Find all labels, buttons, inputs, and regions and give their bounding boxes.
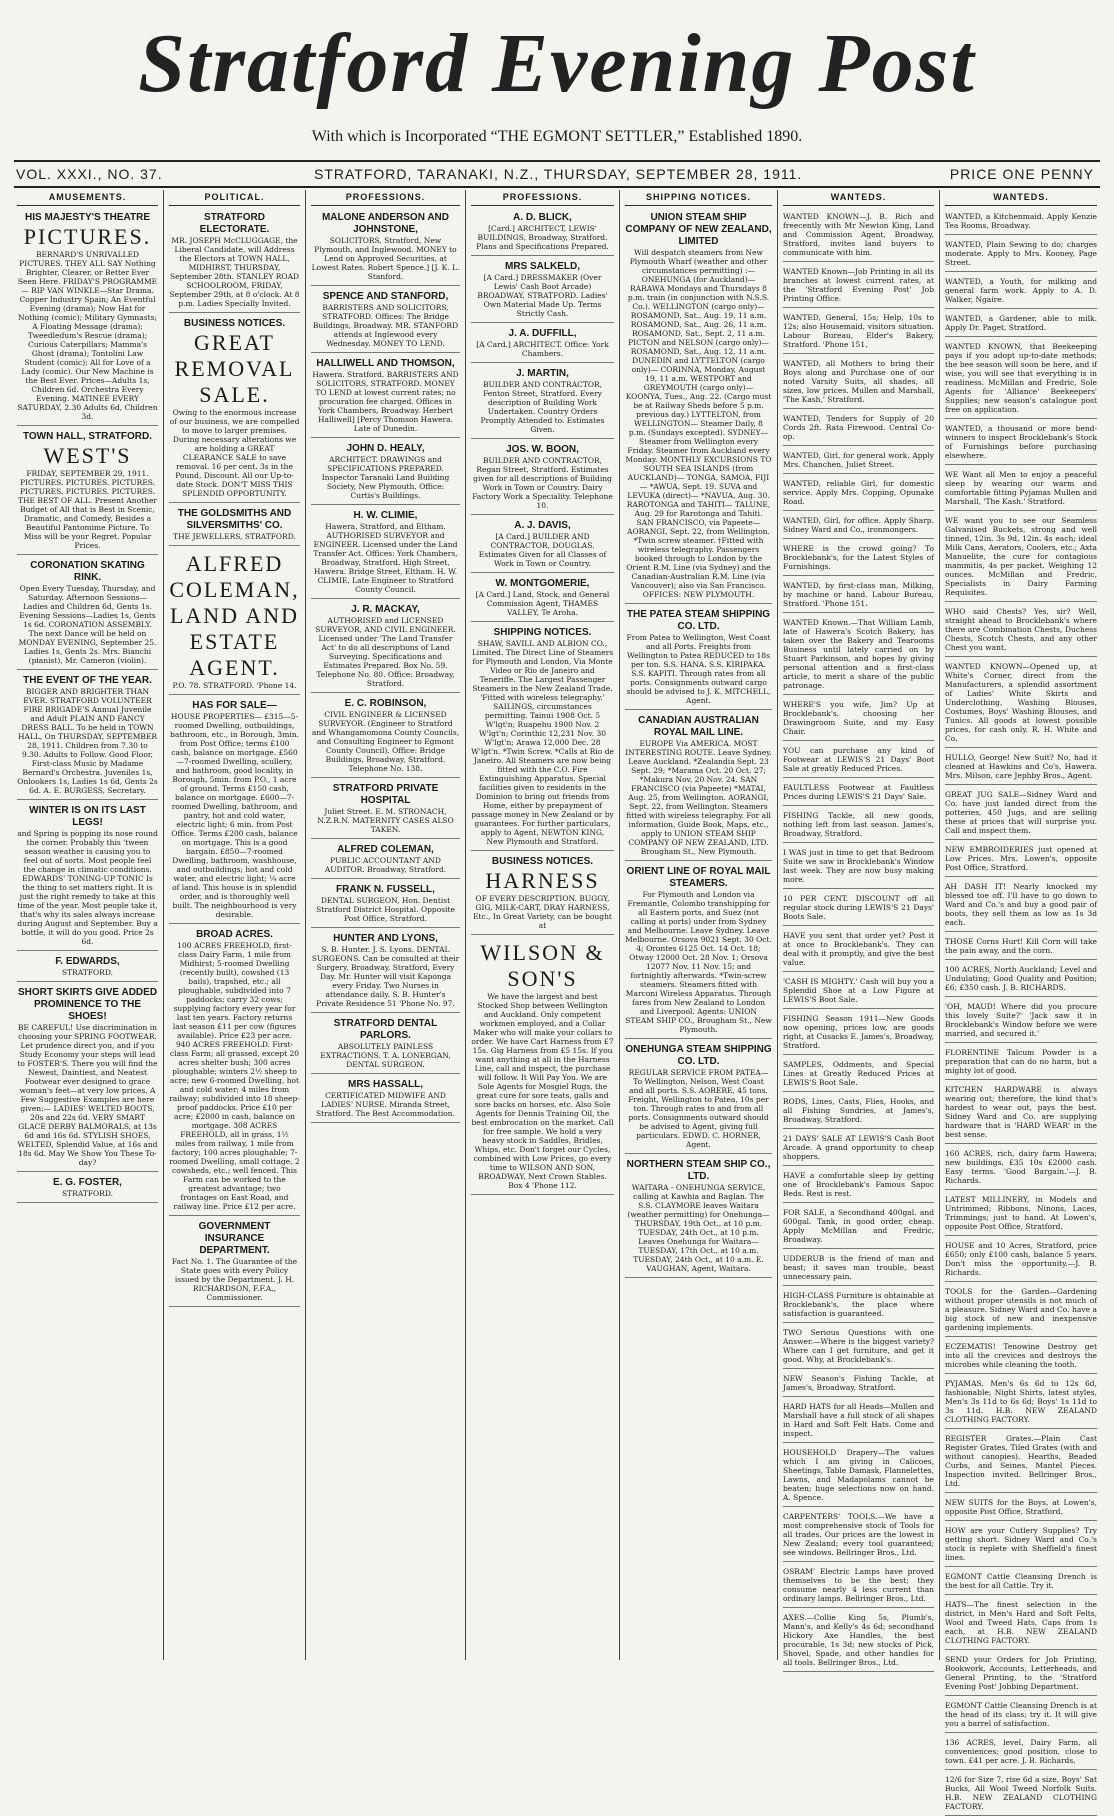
ad-body: WANTED, General, 15s; Help, 10s to 12s; also Housemaid, visitors situation. Labour Bureau, Elder's Bakery, Stratford. 'Phone 151. <box>783 313 934 349</box>
advertisement <box>783 1205 934 1249</box>
ad-body: WE want you to see our Seamless Galvanised Buckets, strong and well tinned, 12in. 3s 9d, 12in. 4s each; ideal Milk Cans, Aerators, Coolers, etc.; Axta Manuelite, the cure for contagious mammitis, 4s per packet. Weighing 12 ounces. McMillan and Fredric, Specialists in Dairy Farming Requisites. <box>945 516 1097 597</box>
ad-body: FLORENTINE Talcum Powder is a preparation that can do no harm, but a mighty lot of good. <box>945 1048 1097 1075</box>
ad-body: 'CASH IS MIGHTY.' Cash will buy you a Splendid Shoe at a Low Figure at LEWIS'S Boot Sale. <box>783 977 934 1004</box>
ad-body: 100 ACRES FREEHOLD, first-class Dairy Farm, 1 mile from Midhirst; 5-roomed Dwelling (recently built), cowshed (13 bails), trapshed, etc.; all ploughable, subdivided into 7 paddocks; carry 32 cows; supplying factory every year for last ten years. Factory returns last season £11 per cow (figures available). Price £23 per acre. 940 ACRES FREEHOLD. First-class Farm; all grassed, except 20 acres shelter bush; 300 acres ploughable; winters 2½ sheep to acre; new 6-roomed Dwelling, hot and cold water; 4 miles from railway; subdivided into 18 sheep-proof paddocks. Price £10 per acre; £2000 in cash, balance on mortgage. 308 ACRES FREEHOLD, all in grass, 1½ miles from railway, 1 mile from factory; 100 acres ploughable; 7-roomed Dwelling, small cottage, 2 cowsheds, etc.; well fenced. This Farm can be worked to the greatest advantage; two frontages on East Road, and railway line. Price £12 per acre. <box>169 941 300 1211</box>
advertisement <box>945 274 1097 309</box>
ad-heading: BUSINESS NOTICES. <box>491 856 594 867</box>
column-heading: PROFESSIONS. <box>311 190 460 206</box>
ad-body: Open Every Tuesday, Thursday, and Saturday. Afternoon Sessions—Ladies and Children 6d, Gents 1s. Evening Sessions—Ladies 1s, Gents 1s 6d. CORONATION ASSEMBLY. The next Dance will be held on MONDAY EVENING, September 25. Ladies 1s, Gents 2s. Mrs. Bianchi (pianist), Mr. Cameron (violin). <box>18 584 157 665</box>
masthead-title: Stratford Evening Post <box>138 17 976 110</box>
ad-display-text: WILSON & SON'S <box>480 940 605 991</box>
ad-body: [Card.] ARCHITECT, LEWIS' BUILDINGS, Broadway, Stratford. Plans and Specifications Prepared. <box>476 224 609 251</box>
advertisement <box>783 1011 934 1055</box>
advertisement <box>783 891 934 926</box>
advertisement <box>783 808 934 843</box>
ad-heading: STRATFORD ELECTORATE. <box>199 212 270 235</box>
column-shipping <box>620 190 778 1660</box>
advertisement <box>945 1597 1097 1650</box>
advertisement <box>783 1057 934 1092</box>
ad-body: NEW SUITS for the Boys, at Lowen's, opposite Post Office, Stratford. <box>945 1498 1097 1516</box>
ad-heading: MALONE ANDERSON AND JOHNSTONE, <box>321 212 450 235</box>
advertisement <box>945 1082 1097 1144</box>
advertisement <box>783 513 934 539</box>
advertisement <box>471 209 614 256</box>
advertisement <box>17 557 158 670</box>
ad-body: HAVE a comfortable sleep by getting one of Brocklebank's Famous Sapoc Beds. Rest is rest. <box>783 1171 934 1198</box>
advertisement <box>783 541 934 576</box>
ad-body: 160 ACRES, rich, dairy farm Hawera; new buildings, £35 10s £2000 cash. Easy terms. 'Good Bargain.'—J. B. Richards. <box>945 1149 1097 1185</box>
ad-body: WHERE is the crowd going? To Brocklebank's, for the Latest Styles of Furnishings. <box>783 544 934 571</box>
advertisement <box>783 1325 934 1369</box>
advertisement <box>625 863 772 1039</box>
advertisement <box>945 1523 1097 1567</box>
advertisement <box>945 1431 1097 1493</box>
ad-display-text: WEST'S <box>43 443 132 468</box>
ad-body: HOUSEHOLD Drapery—The values which I am giving in Calicoes, Sheetings, Table Damask, Flannelettes, Lawns, and Madapolams cannot be beaten; huge selections now on hand. A. Spence. <box>783 1448 934 1502</box>
column-wanteds-2 <box>940 190 1102 1811</box>
ad-body: WANTED, Girl, for general work. Apply Mrs. Chanchen, Juliet Street. <box>783 451 934 469</box>
ad-body: WANTED, by first-class man, Milking, by machine or hand. Labour Bureau, Stratford. 'Phone 151. <box>783 581 934 608</box>
advertisement <box>945 1192 1097 1236</box>
top-rule <box>14 160 1100 162</box>
ad-body: WANTED Known.—That William Lamb, late of Hawera's Scotch Bakery, has taken over the Bakery and Tearooms Business until lately carried on by Stuart Parkinson, and hopes by giving personal attention and a first-class article, to merit a share of the public patronage. <box>783 618 934 690</box>
ad-heading: SHORT SKIRTS GIVE ADDED PROMINENCE TO THE SHOES! <box>17 987 158 1022</box>
column-heading: WANTEDS. <box>945 190 1097 206</box>
ad-body: HOUSE PROPERTIES— £315—5-roomed Dwelling, outbuildings, bathroom, etc., in Borough, 3min. from Post Office; terms £100 cash, balance on mortgage. £560—7-roomed Dwelling, scullery, and bathroom, good locality, in Borough, 5min. from P.O., 1 acre of ground. Terms £150 cash, balance on mortgage. £600—7-roomed Dwelling, bathroom, and pantry, hot and cold water, electric light; 6 min. from Post Office. Terms £200 cash, balance on mortgage. This is a good bargain. £850—7-roomed Dwelling, bathroom, washhouse, and outbuildings; hot and cold water, and electric light; ¼ acre of land. This house is in splendid order, and is thoroughly well built. The neighbourhood is very desirable. <box>170 712 299 919</box>
advertisement <box>945 1772 1097 1816</box>
advertisement <box>945 999 1097 1043</box>
ad-body: EGMONT Cattle Cleansing Drench is the best for all Cattle. Try it. <box>945 1572 1097 1590</box>
ad-heading: BROAD ACRES. <box>196 929 273 940</box>
ad-body: WANTED, a Gardener, able to milk. Apply Dr. Paget, Stratford. <box>945 314 1097 332</box>
advertisement <box>783 476 934 511</box>
ad-body: TWO Serious Questions with one Answer.—Where is the biggest variety? Where can I get furniture, and get it good. Why, at Brocklebank's. <box>783 1328 934 1364</box>
ad-body: EUROPE Via AMERICA. MOST INTERESTING ROUTE. Leave Sydney. Leave Auckland. *Zealandia Sept. 23 Sept. 29; *Marama Oct. 20 Oct. 27; *Makura Nov. 20 Nov. 24. SAN FRANCISCO (via Papeete) *MATAI, Aug. 25, from Wellington. AORANGI, Sept. 22, from Wellington. Steamers fitted with wireless telegraphy. For all information, Guide Book, Maps, etc., apply to UNION STEAM SHIP COMPANY OF NEW ZEALAND, LTD. Brougham St., New Plymouth. <box>625 739 772 856</box>
ad-body: and Spring is popping its nose round the corner. Probably this 'tween season weather is causing you to feel out of sorts. Most people feel the change in climatic conditions. EDWARDS' TONING-UP TONIC Is the thing to set matters right. It is just the right remedy to take at this time of the year. Most people take it, that's why its sales always increase during August and September. Buy a bottle, it will do you good. Price 2s 6d. <box>17 829 158 946</box>
ad-body: BERNARD'S UNRIVALLED PICTURES. THEY ALL SAY Nothing Brighter, Clearer, or Better Ever Seen Here. FRIDAY'S PROGRAMME— RIP VAN WINKLE—Star Drama. Copper Industry Spain; An Eventful Evening (drama); Now Hat for Nothing (comic); Military Gymnasts; A Floating Message (drama); Tweedledum's Rescue (drama); Curious Caterpillars; Mamma's Ghost (drama); Tontolini Law Student (comic); All for Love of a Lady (comic). Our New Machine is the Best Ever. Prices—Adults 1s, Children 6d. Orchestra Every Evening. MATINEE EVERY SATURDAY, 2.30 Adults 6d, Children 3d. <box>17 250 158 421</box>
advertisement <box>311 930 460 1013</box>
column-heading: WANTEDS. <box>783 190 934 206</box>
advertisement <box>311 695 460 778</box>
ad-body: DENTAL SURGEON, Hon. Dentist Stratford District Hospital. Opposite Post Office, Stratford. <box>316 896 455 923</box>
ad-body: WANTED KNOWN—Opened up, at White's Corner, direct from the Manufacturers, a splendid assortment of Ladies' White Skirts and Underclothing, Washing Blouses, Costumes, Boys' Washing Blouses, and Tunics. All goods at lowest possible prices, for cash only. R. H. White and Co. <box>945 662 1097 743</box>
ad-body: ARCHITECT. DRAWINGS and SPECIFICATIONS PREPARED. Inspector Taranaki Land Building Society, New Plymouth. Office: Curtis's Buildings. <box>321 455 450 500</box>
ad-heading: F. EDWARDS, <box>55 956 120 967</box>
ad-body: Hawera, Stratford, and Eltham. AUTHORISED SURVEYOR and ENGINEER. Licensed under the Land Transfer Act. Offices: York Chambers, Broadway, Stratford. High Street, Hawera. Bridge Street, Eltham. H. W. CLIMIE, Late Engineer to Stratford County Council. <box>313 522 458 594</box>
price: PRICE ONE PENNY <box>949 166 1094 182</box>
advertisement <box>311 841 460 879</box>
advertisement <box>625 606 772 710</box>
ad-body: BUILDER AND CONTRACTOR, Regan Street, Stratford. Estimates given for all descriptions of Building Work in Town or Country. Dairy Factory Work a Speciality. Telephone 10. <box>472 456 613 510</box>
columns <box>12 190 1102 1811</box>
ad-heading: BUSINESS NOTICES. <box>183 318 286 329</box>
advertisement <box>783 209 934 262</box>
ad-body: For Plymouth and London via Fremantle, Colombo transhipping for all Eastern ports, and Suez (not calling at ports) under from Sydney and Melbourne. Leave Sydney. Leave Melbourne. Orsova 9021 Sept. 30 Oct. 4; Orontes 6125 Oct. 14 Oct. 18; Otway 12000 Oct. 28 Nov. 1; Orsova 12077 Nov. 11 Nov. 15; and fortnightly afterwards. *Twin-screw steamers. Steamers fitted with Marconi Wireless Apparatus. Through fares from New Zealand to London and Liverpool. Agents: UNION STEAM SHIP CO., Brougham St., New Plymouth. <box>625 890 772 1034</box>
advertisement <box>783 356 934 409</box>
advertisement <box>783 1168 934 1203</box>
ad-heading: SHIPPING NOTICES. <box>493 627 592 638</box>
ad-body: [A Card.] DRESSMAKER (Over Lewis' Cash Boot Arcade) BROADWAY, STRATFORD. Ladies' Own Material Made Up. Terms Strictly Cash. <box>477 273 608 318</box>
advertisement <box>945 1376 1097 1429</box>
advertisement <box>945 1045 1097 1080</box>
ad-heading: THE PATEA STEAM SHIPPING CO. LTD. <box>626 609 771 632</box>
column-heading: PROFESSIONS. <box>471 190 614 206</box>
ad-heading: A. J. DAVIS, <box>514 520 571 531</box>
ad-body: WHO said Chests? Yes, sir? Well, straight ahead to Brocklebank's where there are Combination Chests, Duchess Chests, Scotch Chests, and any other Chest you want. <box>945 607 1097 652</box>
advertisement <box>945 1339 1097 1374</box>
advertisement <box>169 926 300 1216</box>
dateline <box>16 166 1098 184</box>
advertisement <box>471 258 614 323</box>
advertisement <box>311 1076 460 1123</box>
ad-body: [A Card.] Land, Stock, and General Commission Agent, THAMES VALLEY, Te Aroha. <box>475 590 610 617</box>
ad-body: ABSOLUTELY PAINLESS EXTRACTIONS. T. A. LONERGAN, DENTAL SURGEON. <box>320 1042 451 1069</box>
advertisement <box>945 467 1097 511</box>
advertisement <box>17 1174 158 1203</box>
advertisement <box>945 513 1097 602</box>
advertisement <box>783 310 934 354</box>
ad-heading: A. D. BLICK, <box>513 212 572 223</box>
ad-heading: JOS. W. BOON, <box>506 444 579 455</box>
advertisement <box>945 934 1097 960</box>
ad-body: I WAS just in time to get that Bedroom Suite we saw in Brocklebank's Window last week. They are now busy making more. <box>783 848 934 884</box>
column-heading: POLITICAL. <box>169 190 300 206</box>
advertisement <box>471 365 614 439</box>
ad-body: WANTED Known—Job Printing in all its branches at lowest current rates, at the 'Stratford Evening Post' Job Printing Office. <box>783 267 934 303</box>
ad-heading: J. R. MACKAY, <box>351 604 420 615</box>
advertisement <box>945 209 1097 235</box>
ad-body: Hawera. Stratford. BARRISTERS AND SOLICITORS, STRATFORD. MONEY TO LEND at lowest current rates; no procuration fee charged. Offices in York Chambers, Broadway. Herbert Halliwell] [Percy Thomson Hawera. Late of Dunedin. <box>312 370 459 433</box>
ad-body: SAMPLES, Oddments, and Special Lines at Greatly Reduced Prices at LEWIS'S Boot Sale. <box>783 1060 934 1087</box>
ad-heading: J. MARTIN, <box>516 368 569 379</box>
ad-heading: ORIENT LINE OF ROYAL MAIL STEAMERS. <box>626 866 771 889</box>
ad-body: FISHING Tackle, all new goods, nothing left from last season. James's, Broadway, Stratford. <box>783 811 934 838</box>
ad-body: Owing to the enormous increase of our business, we are compelled to move to larger premises. During necessary alterations we are holding a GREAT CLEARANCE SALE to save removal. 16 per cent. 3s in the Pound, Discount. All our Up-to-date Stock. DON'T MISS THIS SPLENDID OPPORTUNITY. <box>169 408 300 498</box>
advertisement <box>169 697 300 924</box>
advertisement <box>783 743 934 778</box>
ad-body: WANTED, a Youth, for milking and general farm work. Apply to A. D. Walker, Ngaire. <box>945 277 1097 304</box>
ad-body: KITCHEN HARDWARE is always wearing out; therefore, the kind that's hardest to wear out, pays the best. Sidney Ward and Co. are supplying hardware that is 'HARD WEAR' in the best sense. <box>945 1085 1097 1139</box>
advertisement <box>945 1698 1097 1733</box>
advertisement <box>945 1284 1097 1337</box>
ad-display-text: PICTURES. <box>23 224 152 249</box>
ad-body: REGULAR SERVICE FROM PATEA— To Wellington, Nelson, West Coast and all ports. S.S. AORERE, 45 tons. Freight, Wellington to Patea, 10s per ton. Through rates to and from all ports. Consignments outward should be advised to Agent, giving full particulars. EDWD. C. HORNER, Agent. <box>628 1068 769 1149</box>
advertisement <box>311 440 460 505</box>
advertisement <box>945 237 1097 272</box>
ad-body: SOLICITORS, Stratford, New Plymouth, and Inglewood. MONEY to Lend on Approved Securities, at Lowest Rates. Robert Spence.] [J. K. L. Stanford. <box>311 236 460 281</box>
ad-body: From Patea to Wellington, West Coast and all Ports. Freights from Wellington to Patea REDUCED to 18s per ton. S.S. HANA. S.S. KIRIPAKA. S.S. KAPITI. Through rates from all ports. Consignments outward cargo should be advised to J. K. MITCHELL, Agent. <box>626 633 771 705</box>
ad-heading: E. G. FOSTER, <box>53 1177 122 1188</box>
ad-body: BARRISTERS AND SOLICITORS, STRATFORD. Offices: The Bridge Buildings, Broadway. MR. STANFORD attends at Inglewood every Wednesday. MONEY TO LEND. <box>312 303 459 348</box>
advertisement <box>783 1251 934 1286</box>
ad-body: FOR SALE, a Secondhand 400gal. and 600gal. Tank, in good order, cheap. Apply McMillan and Fredric, Broadway. <box>783 1208 934 1244</box>
ad-heading: CORONATION SKATING RINK. <box>30 560 145 583</box>
advertisement <box>945 1569 1097 1595</box>
ad-body: BE CAREFUL! Use discrimination in choosing your SPRING FOOTWEAR. Let prudence direct you, and if you Study Economy your steps will lead to FOSTER'S. There you will find the Newest, Daintiest, and Neatest Footwear ever designed to grace woman's feet—at very low prices. A Few Suggestive Examples are here given:— LADIES' WELTED BOOTS, 20s and 22s 6d. VERY SMART GLACE DERBY BALMORALS, at 13s 6d and 16s 6d. STYLISH SHOES, WELTED, Splendid Value, at 16s and 18s 6d. May We Show You These To-day? <box>17 1023 158 1167</box>
ad-body: MR. JOSEPH McCLUGGAGE, the Liberal Candidate, will Address the Electors at TOWN HALL, MIDHIRST, THURSDAY, September 28th. STANLEY ROAD SCHOOLROOM, FRIDAY, September 29th, at 8 o'clock. At 8 p.m. Ladies Specially Invited. <box>169 236 300 308</box>
ad-display-text: HARNESS <box>485 868 600 893</box>
advertisement <box>783 974 934 1009</box>
advertisement <box>17 209 158 426</box>
ad-display-text: GREAT REMOVAL SALE. <box>174 330 295 407</box>
ad-heading: HUNTER AND LYONS, <box>333 933 438 944</box>
advertisement <box>783 1094 934 1129</box>
column-heading: AMUSEMENTS. <box>17 190 158 206</box>
ad-body: WHERE'S you wife, Jim? Up at Brocklebank's, choosing her Drawingroom Suite, and my Easy Chair. <box>783 700 934 736</box>
ad-body: LATEST MILLINERY, in Models and Untrimmed; Ribbons, Ninons, Laces, Trimmings; just to hand. At Lowen's, opposite Post Office, Stratford. <box>945 1195 1097 1231</box>
advertisement <box>783 1509 934 1562</box>
ad-heading: STRATFORD PRIVATE HOSPITAL <box>332 783 439 806</box>
ad-body: WAITARA - ONEHUNGA SERVICE, calling at Kawhia and Raglan. The S.S. CLAYMORE leaves Waitara (weather permitting) for Onehunga— THURSDAY, 19th Oct., at 10 p.m. TUESDAY, 24th Oct., at 10 p.m. Leaves Onehunga for Waitara— TUESDAY, 17th Oct., at 10 a.m. TUESDAY, 24th Oct., at 10 a.m. E. VAUGHAN, Agent, Waitara. <box>627 1183 770 1273</box>
ad-heading: WINTER IS ON ITS LAST LEGS! <box>29 805 146 828</box>
ad-body: HARD HATS for all Heads—Mullen and Marshall have a full stock of all shapes in Hard and Soft Felt Hats. Come and inspect. <box>783 1402 934 1438</box>
advertisement <box>945 1238 1097 1282</box>
advertisement <box>945 879 1097 932</box>
ad-heading: NORTHERN STEAM SHIP CO., LTD. <box>626 1159 771 1182</box>
column-political <box>164 190 306 1660</box>
ad-body: WE Want all Men to enjoy a peaceful sleep by wearing our warm and comfortable fitting Pyjamas Mullen and Marshall, 'The Kash.' Stratford. <box>945 470 1097 506</box>
column-professions-2 <box>466 190 620 1660</box>
ad-body: HOW are your Cutlery Supplies? Try getting short. Sidney Ward and Co.'s stock is replete with Sheffield's finest lines. <box>945 1526 1097 1562</box>
advertisement <box>311 288 460 353</box>
advertisement <box>945 1495 1097 1521</box>
ad-body: HULLO, George! New Suit? No, had it cleaned at Hawkins and Co's, Hawera. Mrs. Milson, care Jephby Bros., Agent. <box>945 753 1097 780</box>
advertisement <box>625 1041 772 1154</box>
ad-body: THOSE Corns Hurt! Kill Corn will take the pain away, and the corn. <box>945 937 1097 955</box>
ad-body: THE JEWELLERS, STRATFORD. <box>173 532 296 541</box>
ad-body: Juliet Street. E. M. STRONACH, N.Z.R.N. MATERNITY CASES ALSO TAKEN. <box>317 807 454 834</box>
ad-body: [A Card.] BUILDER AND CONTRACTOR, DOUGLAS. Estimates Given for all Classes of Work in Town or Country. <box>478 532 607 568</box>
ad-body: 100 ACRES, North Auckland; Level and Undulating; Good Quality and Position; £6; £350 cash. J. B. RICHARDS. <box>945 965 1097 992</box>
advertisement <box>783 780 934 806</box>
ad-body: RODS, Lines, Casts, Flies, Hooks, and all Fishing Sundries, at James's, Broadway, Stratford. <box>783 1097 934 1124</box>
ad-body: WANTED KNOWN—J. B. Rich and freecently with Mr Newton King, Land and Commission Agent, Broadway, Stratford, invites land buyers to communicate with him. <box>783 212 934 257</box>
ad-heading: STRATFORD DENTAL PARLORS. <box>333 1018 438 1041</box>
advertisement <box>471 624 614 851</box>
ad-body: WANTED, Plain Sewing to do; charges moderate. Apply to Mrs. Kooney, Page Street. <box>945 240 1097 267</box>
ad-body: TOOLS for the Garden—Gardening without proper utensils is not much of a pleasure. Sidney Ward and Co. have a big stock of new and inexpensive gardening implements. <box>945 1287 1097 1332</box>
advertisement <box>311 780 460 839</box>
masthead-tagline: With which is Incorporated “THE EGMONT SETTLER,” Established 1890. <box>311 128 803 145</box>
advertisement <box>625 1156 772 1278</box>
ad-body: Will despatch steamers from New Plymouth Wharf (weather and other circumstances permitting) :— ONEHUNGA (for Auckland)— RARAWA Mondays and Thursdays 8 p.m. train (in conjunction with N.S.S. Co.). WELLINGTON (cargo only)— ROSAMOND, Sat., Aug. 19, 11 a.m. ROSAMOND, Sat., Aug. 26, 11 a.m. ROSAMOND, Sat., Sept. 2, 11 a.m. PICTON and NELSON (cargo only)— ROSAMOND, Sat., Aug. 12, 11 a.m. DUNEDIN and LYTTELTON (cargo only)— CORINNA, Monday, August 19, 11 a.m. WESTPORT and GREYMOUTH (cargo only)— KOONYA, Tues., Aug. 22. (Cargo must be at Railway Sheds before 5 p.m. previous day.) LYTTELTON, from WELLINGTON— Steamer Daily, 8 p.m. (Sundays excepted). SYDNEY— Steamer from Wellington every Friday. Steamer from Auckland every Monday. MONTHLY EXCURSIONS TO SOUTH SEA ISLANDS (from AUCKLAND)— TONGA, SAMOA, FIJI— *AWUA, Sept. 19. SUVA and LEVUKA (direct)— *NAVUA, Aug. 30. RAROTONGA and TAHITI— TALUNE, Aug. 29 for Rarotonga and Tahiti. SAN FRANCISCO, via Papeete— AORANGI, Sept. 22, from Wellington. *Twin screw steamer. †Fitted with wireless telegraphy. Passengers booked through to London by the Orient R.M. Line (via Sydney) and the Canadian-Australian R.M. Line (via Vancouver); also via San Francisco. OFFICES: NEW PLYMOUTH. <box>625 248 772 599</box>
ad-body: SEND your Orders for Job Printing, Bookwork, Accounts, Letterheads, and General Printing, to the 'Stratford Evening Post' Jobbing Department. <box>945 1655 1097 1691</box>
advertisement <box>471 937 614 1195</box>
advertisement <box>945 1652 1097 1696</box>
advertisement <box>783 1564 934 1608</box>
ad-body: AXES.—Collie King 5s, Plumb's, Mann's, and Kelly's 4s 6d; secondhand Hickory Axe Handles, the best procurable, 1s 3d; new stocks of Pick, Shovel, Spade, and other handles for all tools. Bellringer Bros., Ltd. <box>783 1613 934 1667</box>
ad-body: PYJAMAS, Men's 6s 6d to 12s 6d, fashionable; Night Shirts, latest styles, Men's 3s 11d to 6s 6d; Boys' 1s 11d to 3s 11d. H.B. NEW ZEALAND CLOTHING FACTORY. <box>945 1379 1097 1424</box>
ad-heading: THE GOLDSMITHS AND SILVERSMITHS' CO. <box>177 508 292 531</box>
ad-heading: FRANK N. FUSSELL, <box>336 884 435 895</box>
ad-body: 21 DAYS' SALE AT LEWIS'S Cash Boot Arcade. A grand opportunity to cheap shoppers. <box>783 1134 934 1161</box>
ad-heading: MRS SALKELD, <box>505 261 580 272</box>
ad-body: CERTIFICATED MIDWIFE AND LADIES' NURSE. Miranda Street, Stratford. The Best Accommodation. <box>315 1091 455 1118</box>
ad-body: HOUSE and 10 Acres, Stratford, price £650; only £100 cash, balance 5 years. Don't miss the opportunity.—J. B. Richards. <box>945 1241 1097 1277</box>
advertisement <box>783 615 934 695</box>
ad-body: We have the largest and best Stocked Shop between Wellington and Auckland. Only competent workmen employed, and a Collar Maker who will make your collars to order. We have Cart Harness from £7 15s. Gig Harness from £5 15s. If you want anything at all in the Harness Line, call and inspect, the purchase will follow. It Will Pay You. We are Sole Agents for Mosgiel Rugs, the great cure for sore teats, galls and sore backs on horses, etc. Also Sole Agents for Dennis Training Oil, the best embrocation on the market. Call for free sample. We hold a very heavy stock in Saddles, Bridles, Whips, etc. Don't forget our Cycles, combined with Low Prices, go every time to WILSON AND SON, BROADWAY, Next Crown Stables. Box 4 'Phone 112. <box>471 992 614 1190</box>
column-heading: SHIPPING NOTICES. <box>625 190 772 206</box>
advertisement <box>169 1218 300 1307</box>
advertisement <box>945 962 1097 997</box>
advertisement <box>311 507 460 599</box>
ad-body: OSRAM' Electric Lamps have proved themselves to be the best; they consume nearly 4 less current than ordinary lamps. Bellringer Bros., Ltd. <box>783 1567 934 1603</box>
advertisement <box>783 264 934 308</box>
advertisement <box>17 984 158 1172</box>
ad-heading: HAS FOR SALE— <box>192 700 277 711</box>
advertisement <box>471 853 614 935</box>
column-amusements <box>12 190 164 1660</box>
advertisement <box>17 428 158 555</box>
ad-display-text: ALFRED COLEMAN, LAND AND ESTATE AGENT. <box>169 551 300 680</box>
advertisement <box>311 1015 460 1074</box>
advertisement <box>783 578 934 613</box>
ad-body: STRATFORD. <box>62 1189 113 1198</box>
ad-heading: CANADIAN AUSTRALIAN ROYAL MAIL LINE. <box>638 715 759 738</box>
advertisement <box>471 441 614 515</box>
advertisement <box>471 325 614 363</box>
ad-body: AUTHORISED and LICENSED SURVEYOR, AND CIVIL ENGINEER. Licensed under 'The Land Transfer Act' to do all descriptions of Land Surveying. Specifications and Estimates Prepared. Box No. 59. Telephone No. 80. Office: Broadway, Stratford. <box>315 616 456 688</box>
advertisement <box>471 575 614 622</box>
ad-body: OF EVERY DESCRIPTION. BUGGY, GIG, MILK-CART, DRAY HARNESS, Etc., In Great Variety, can be bought at <box>473 894 612 930</box>
ad-body: P.O. 78. STRATFORD. 'Phone 14. <box>172 681 297 690</box>
ad-heading: SPENCE AND STANFORD, <box>322 291 449 302</box>
ad-body: NEW Season's Fishing Tackle, at James's, Broadway, Stratford. <box>783 1374 934 1392</box>
ad-body: HAVE you sent that order yet? Post it at once to Brocklebank's. They can deal with it promptly, and give the best value. <box>783 931 934 967</box>
ad-heading: ALFRED COLEMAN, <box>337 844 434 855</box>
advertisement <box>169 548 300 695</box>
advertisement <box>783 845 934 889</box>
ad-body: UDDERUB is the friend of man and beast; it saves man trouble, beast unnecessary pain. <box>783 1254 934 1281</box>
advertisement <box>169 505 300 546</box>
advertisement <box>945 604 1097 657</box>
advertisement <box>945 339 1097 419</box>
ad-body: PUBLIC ACCOUNTANT AND AUDITOR. Broadway, Stratford. <box>324 856 447 874</box>
advertisement <box>783 1399 934 1443</box>
ad-heading: E. C. ROBINSON, <box>344 698 427 709</box>
advertisement <box>169 315 300 503</box>
ad-heading: HALLIWELL AND THOMSON, <box>316 358 455 369</box>
column-professions-1 <box>306 190 466 1660</box>
ad-body: STRATFORD. <box>62 968 113 977</box>
ad-body: S. B. Hunter. J. S. Lyons. DENTAL SURGEONS. Can be consulted at their Surgery, Broadway, Stratford, Every Day. Mr. Hunter will visit Kaponga every Friday. Two Nurses in attendance daily. S. B. Hunter's Private Residence 51 'Phone No. 97. <box>311 945 460 1008</box>
advertisement <box>311 355 460 438</box>
ad-heading: THE EVENT OF THE YEAR. <box>23 675 152 686</box>
advertisement <box>945 842 1097 877</box>
ad-heading: J. A. DUFFILL, <box>508 328 577 339</box>
ad-body: WANTED KNOWN, that Beekeeping pays if you adopt up-to-date methods; the bee season will soon be here, and if wise, you will see that everything is in readiness. McMillan and Fredric, Sole Agents for 'Alliance' Beekeepers' Supplies; new season's catalogue post free on application. <box>945 342 1097 414</box>
advertisement <box>945 659 1097 748</box>
ad-body: WANTED, a thousand or more bend-winners to inspect Brocklebank's Stock of Furnishings before purchasing elsewhere. <box>945 424 1097 460</box>
ad-body: WANTED, a Kitchenmaid. Apply Kenzie Tea Rooms, Broadway. <box>945 212 1097 230</box>
ad-heading: MRS HASSALL, <box>348 1079 423 1090</box>
column-wanteds-1 <box>778 190 940 1667</box>
ad-body: WANTED, reliable Girl, for domestic service. Apply Mrs. Copping, Opunake Road. <box>783 479 934 506</box>
advertisement <box>311 881 460 928</box>
place-date: STRATFORD, TARANAKI, N.Z., THURSDAY, SEPTEMBER 28, 1911. <box>314 166 803 182</box>
ad-body: HATS—The finest selection in the district, in Men's Hard and Soft Felts, Wool and Tweed Hats, Caps from 1s each, at H.B. NEW ZEALAND CLOTHING FACTORY. <box>945 1600 1097 1645</box>
advertisement <box>783 1610 934 1672</box>
advertisement <box>783 1445 934 1507</box>
advertisement <box>783 928 934 972</box>
ad-body: WANTED, all Mothers to bring their Boys along and Purchase one of our noted Varsity Suits, all shades, all sizes, low prices. Mullen and Marshall, 'The Kash,' Stratford. <box>783 359 934 404</box>
ad-heading: HIS MAJESTY'S THEATRE <box>25 212 150 223</box>
ad-body: EGMONT Cattle Cleansing Drench is at the head of its class; try it. It will give you a barrel of satisfaction. <box>945 1701 1097 1728</box>
advertisement <box>945 1735 1097 1770</box>
ad-body: FRIDAY, SEPTEMBER 29, 1911. PICTURES. PICTURES. PICTURES. PICTURES. PICTURES. PICTURES. THE BEST OF ALL. Present Another Budget of All that is Best in Scenic, Dramatic, and Comedy, Besides a Beautiful Pantomime Picture. To Miss will be your Regret. Popular Prices. <box>17 469 157 550</box>
advertisement <box>783 1131 934 1166</box>
advertisement <box>311 601 460 693</box>
masthead <box>20 8 1094 126</box>
ad-body: HIGH-CLASS Furniture is obtainable at Brocklebank's, the place where satisfaction is guaranteed. <box>783 1291 934 1318</box>
ad-heading: GOVERNMENT INSURANCE DEPARTMENT. <box>198 1221 271 1256</box>
ad-body: REGISTER Grates.—Plain Cast Register Grates, Tiled Grates (with and without canopies). Hearths, Beaded Curbs, and Seines, Mantel Pieces. Inspection invited. Bellringer Bros., Ltd. <box>945 1434 1097 1488</box>
ad-heading: W. MONTGOMERIE, <box>495 578 590 589</box>
advertisement <box>945 311 1097 337</box>
ad-body: WANTED, Tenders for Supply of 20 Cords 2ft. Rata Firewood. Central Co-op. <box>783 414 934 441</box>
ad-heading: TOWN HALL, STRATFORD. <box>22 431 153 442</box>
ad-body: 12/6 for Size 7, rise 6d a size, Boys' Sat Bucks, All Wool Tweed Norfolk Suits. H.B. NEW ZEALAND CLOTHING FACTORY. <box>945 1775 1097 1811</box>
advertisement <box>625 209 772 604</box>
ad-body: [A Card.] ARCHITECT. Office: York Chambers. <box>476 340 609 358</box>
ad-body: YOU can purchase any kind of Footwear at LEWIS'S 21 Days' Boot Sale at greatly Reduced Prices. <box>783 746 934 773</box>
advertisement <box>17 802 158 951</box>
bottom-rule <box>14 186 1100 188</box>
advertisement <box>945 421 1097 465</box>
ad-heading: ONEHUNGA STEAM SHIPPING CO. LTD. <box>625 1044 772 1067</box>
ad-body: FAULTLESS Footwear at Faultless Prices during LEWIS'S 21 Days' Sale. <box>783 783 934 801</box>
advertisement <box>945 1146 1097 1190</box>
advertisement <box>471 517 614 573</box>
advertisement <box>17 953 158 982</box>
ad-body: CIVIL ENGINEER & LICENSED SURVEYOR. (Engineer to Stratford and Whangamomona County Councils, and Consulting Engineer to Egmont County Council). Office: Bridge Buildings, Broadway, Stratford. Telephone No. 138. <box>311 710 460 773</box>
ad-body: CARPENTERS' TOOLS.—We have a most comprehensive stock of Tools for all trades. Our prices are the lowest in New Zealand; every tool guaranteed; see windows. Bellringer Bros., Ltd. <box>783 1512 934 1557</box>
ad-body: 10 PER CENT. DISCOUNT off all regular stock during LEWIS'S 21 Days' Boots Sale. <box>783 894 934 921</box>
ad-heading: UNION STEAM SHIP COMPANY OF NEW ZEALAND, LIMITED <box>625 212 772 247</box>
advertisement <box>17 672 158 800</box>
ad-body: SHAW, SAVILL AND ALBION CO., Limited. The Direct Line of Steamers for Plymouth and London, Via Monte Video or Rio de Janeiro and Teneriffe. The Largest Passenger Steamers in the New Zealand Trade. 'Fitted with wireless telegraphy.' SAILINGS, circumstances permitting. Tainui 1908 Oct. 5 W'lgt'n; Ruapehu 1900 Nov. 2 W'lgt'n; Corinthic 12,231 Nov. 30 W'lgt'n; Arawa 12,000 Dec. 28 W'lgt'n. *Twin Screw. *Calls at Rio de Janeiro. All Steamers are now being fitted with the C.O. Fire Extinguishing Apparatus. Special facilities given to residents in the Dominion to bring out friends from Home, either by prepayment of passage money in New Zealand or by guarantees. For further particulars, apply to Agent, NEWTON KING, New Plymouth and Stratford. <box>471 639 614 846</box>
ad-heading: JOHN D. HEALY, <box>346 443 425 454</box>
ad-body: WANTED, Girl, for office. Apply Sharp. Sidney Ward and Co., ironmongers. <box>783 516 934 534</box>
advertisement <box>169 209 300 313</box>
ad-body: NEW EMBROIDERIES just opened at Low Prices. Mrs. Lowen's, opposite Post Office, Stratford. <box>945 845 1097 872</box>
advertisement <box>783 448 934 474</box>
ad-body: ECZEMATIS! Tenowine Destroy get into all the crevices and destroys the microbes while cleaning the tooth. <box>945 1342 1097 1369</box>
advertisement <box>783 411 934 446</box>
advertisement <box>311 209 460 286</box>
ad-body: FISHING Season 1911—New Goods now opening, prices low, are goods right, at Cusacks E. James's, Broadway, Stratford. <box>783 1014 934 1050</box>
ad-body: AH DASH IT! Nearly knocked my blessed toe off. I'll have to go down to Ward and Co.'s and buy a good pair of boots, they sell them as low as 1s 3d each. <box>945 882 1097 927</box>
advertisement <box>945 787 1097 840</box>
advertisement <box>783 697 934 741</box>
ad-heading: H. W. CLIMIE, <box>353 510 418 521</box>
volume-number: VOL. XXXI., NO. 37. <box>16 166 163 182</box>
advertisement <box>783 1371 934 1397</box>
advertisement <box>945 750 1097 785</box>
ad-body: 'OH, MAUD! Where did you procure this lovely Suite?' 'Jack saw it in Brocklebank's Window before we were married, and secured it.' <box>945 1002 1097 1038</box>
advertisement <box>783 1288 934 1323</box>
ad-body: Fact No. 1. The Guarantee of the State goes with every Policy issued by the Department. J. H. RICHARDSON, F.F.A., Commissioner. <box>171 1257 298 1302</box>
advertisement <box>625 712 772 861</box>
ad-body: GREAT JUG SALE—Sidney Ward and Co. have just landed direct from the potteries, 450 Jugs, and are selling these at prices that will surprise you. Call and inspect them. <box>945 790 1097 835</box>
ad-body: BIGGER AND BRIGHTER THAN EVER. STRATFORD VOLUNTEER FIRE BRIGADE'S Annual Juvenile and Adult PLAIN AND FANCY DRESS BALL. To be held in TOWN HALL, On THURSDAY, SEPTEMBER 28, 1911. Children from 7.30 to 9.30. Adults to Follow. Good Floor, First-class Music by Madame Bernard's Orchestra. Juveniles 1s, Onlookers 1s, Ladies 1s 6d, Gents 2s 6d. A. E. BURGESS, Secretary. <box>17 687 158 795</box>
ad-body: BUILDER AND CONTRACTOR, Fenton Street, Stratford. Every description of Building Work Undertaken. Country Orders Promptly Attended to. Estimates Given. <box>480 380 605 434</box>
ad-body: 136 ACRES, level, Dairy Farm, all conveniences; good position, close to town. £41 per acre. J. B. Richards. <box>945 1738 1097 1765</box>
